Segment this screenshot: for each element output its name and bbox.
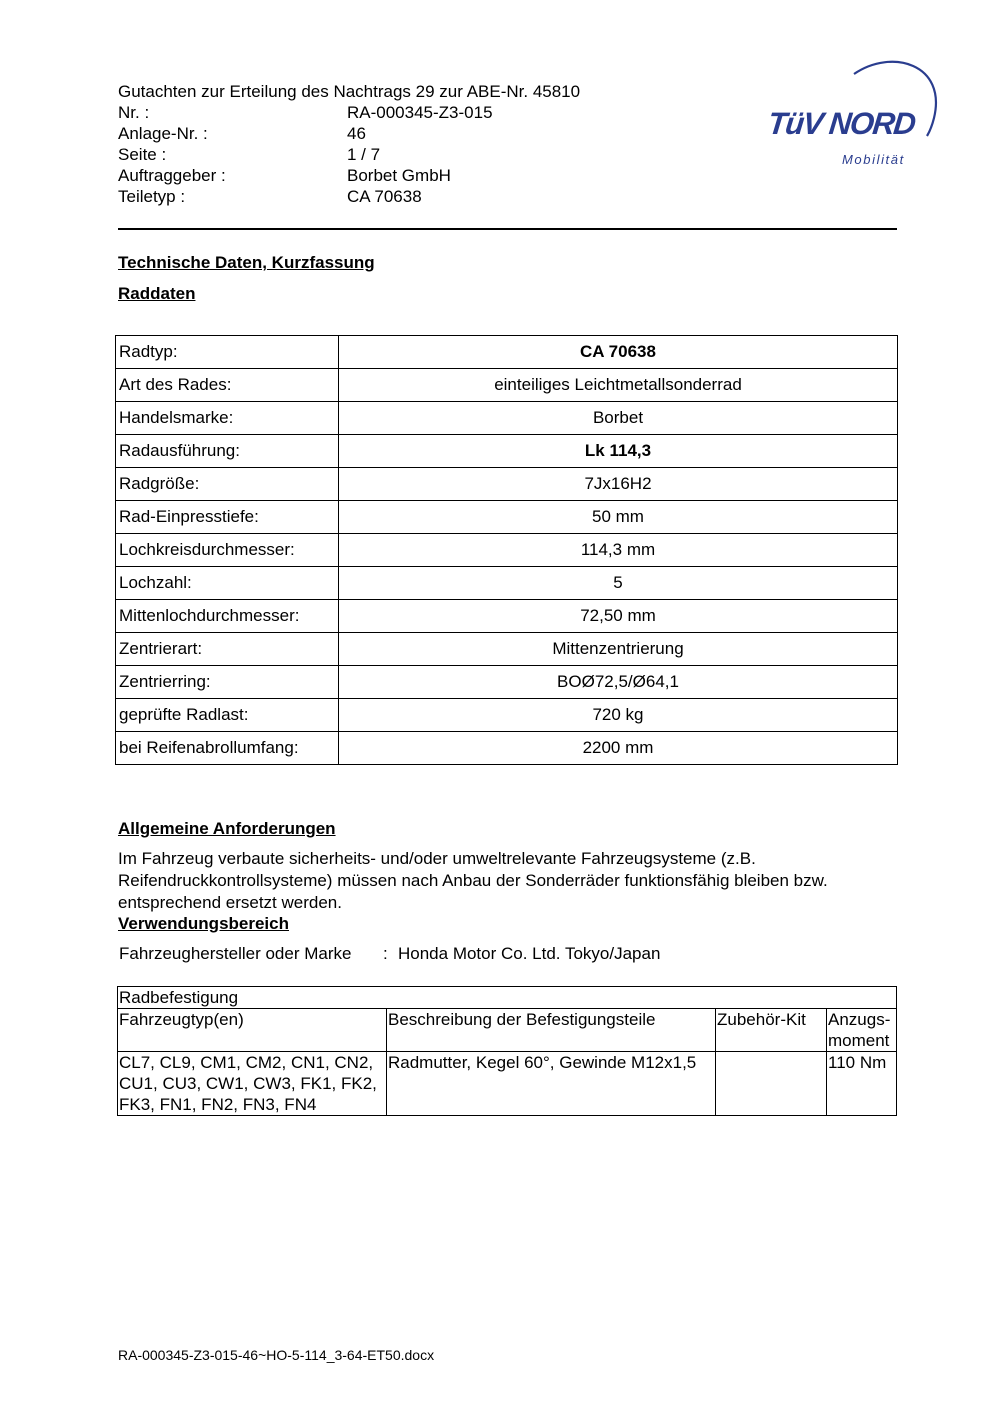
row-label: Lochzahl: bbox=[116, 567, 339, 600]
table-cell: Radmutter, Kegel 60°, Gewinde M12x1,5 bbox=[387, 1052, 716, 1116]
footer-filename: RA-000345-Z3-015-46~HO-5-114_3-64-ET50.docx bbox=[118, 1347, 435, 1363]
row-value: einteiliges Leichtmetallsonderrad bbox=[339, 369, 898, 402]
header-label: Auftraggeber : bbox=[118, 166, 226, 185]
header-label: Anlage-Nr. : bbox=[118, 124, 208, 143]
header-value: 46 bbox=[347, 124, 366, 143]
table-row bbox=[116, 369, 898, 402]
header-value: RA-000345-Z3-015 bbox=[347, 103, 493, 122]
table-row bbox=[116, 666, 898, 699]
logo-subtitle: Mobilität bbox=[842, 152, 905, 167]
header-field-seite bbox=[118, 144, 638, 165]
row-label: Radausführung: bbox=[116, 435, 339, 468]
row-label: Radtyp: bbox=[116, 336, 339, 369]
section-title-verwendungsbereich: Verwendungsbereich bbox=[118, 914, 289, 933]
column-header: Beschreibung der Befestigungsteile bbox=[387, 1009, 716, 1052]
logo-wordmark: TüV NORD bbox=[766, 106, 917, 141]
header-field-nr bbox=[118, 102, 638, 123]
section-title-allgemeine-anforderungen: Allgemeine Anforderungen bbox=[118, 819, 336, 838]
wheel-data-table bbox=[115, 335, 898, 765]
row-label: Art des Rades: bbox=[116, 369, 339, 402]
table-row bbox=[116, 699, 898, 732]
row-label: Radgröße: bbox=[116, 468, 339, 501]
tuv-nord-logo bbox=[762, 56, 942, 176]
header-label: Nr. : bbox=[118, 103, 150, 122]
table-row bbox=[116, 468, 898, 501]
table-row bbox=[116, 534, 898, 567]
header-field-auftraggeber bbox=[118, 165, 638, 186]
table-caption-row bbox=[118, 987, 897, 1009]
row-label: Zentrierring: bbox=[116, 666, 339, 699]
row-value: 7Jx16H2 bbox=[339, 468, 898, 501]
header-label: Teiletyp : bbox=[118, 187, 186, 206]
table-cell bbox=[716, 1052, 827, 1116]
manufacturer-value: Honda Motor Co. Ltd. Tokyo/Japan bbox=[398, 944, 661, 963]
row-label: bei Reifenabrollumfang: bbox=[116, 732, 339, 765]
column-header: Anzugs- moment bbox=[827, 1009, 897, 1052]
table-cell: CL7, CL9, CM1, CM2, CN1, CN2, CU1, CU3, CW1, CW3, FK1, FK2, FK3, FN1, FN2, FN3, FN4 bbox=[118, 1052, 387, 1116]
row-value: Borbet bbox=[339, 402, 898, 435]
section-subtitle-raddaten: Raddaten bbox=[118, 284, 196, 303]
row-value: 114,3 mm bbox=[339, 534, 898, 567]
manufacturer-label: Fahrzeughersteller oder Marke bbox=[119, 944, 352, 963]
report-title: Gutachten zur Erteilung des Nachtrags 29 zur ABE-Nr. 45810 bbox=[118, 82, 581, 101]
table-row bbox=[116, 336, 898, 369]
table-row bbox=[118, 1052, 897, 1116]
mounting-caption: Radbefestigung bbox=[118, 987, 897, 1009]
row-value: 5 bbox=[339, 567, 898, 600]
header-divider bbox=[118, 228, 897, 230]
header-value: 1 / 7 bbox=[347, 145, 381, 164]
table-row bbox=[116, 402, 898, 435]
header-value: CA 70638 bbox=[347, 187, 422, 206]
row-label: geprüfte Radlast: bbox=[116, 699, 339, 732]
header-field-teiletyp bbox=[118, 186, 638, 207]
row-value: 2200 mm bbox=[339, 732, 898, 765]
row-label: Rad-Einpresstiefe: bbox=[116, 501, 339, 534]
row-value: 50 mm bbox=[339, 501, 898, 534]
table-cell: 110 Nm bbox=[827, 1052, 897, 1116]
column-header: Zubehör-Kit bbox=[716, 1009, 827, 1052]
row-value: Mittenzentrierung bbox=[339, 633, 898, 666]
table-header-row bbox=[118, 1009, 897, 1052]
column-header: Fahrzeugtyp(en) bbox=[118, 1009, 387, 1052]
table-row bbox=[116, 501, 898, 534]
header-field-anlage bbox=[118, 123, 638, 144]
table-row bbox=[116, 567, 898, 600]
table-row bbox=[116, 732, 898, 765]
header-value: Borbet GmbH bbox=[347, 166, 451, 185]
row-value: 72,50 mm bbox=[339, 600, 898, 633]
row-value: CA 70638 bbox=[339, 336, 898, 369]
header-label: Seite : bbox=[118, 145, 167, 164]
row-value: BOØ72,5/Ø64,1 bbox=[339, 666, 898, 699]
table-row bbox=[116, 633, 898, 666]
row-label: Handelsmarke: bbox=[116, 402, 339, 435]
manufacturer-separator: : bbox=[383, 944, 388, 963]
row-value: Lk 114,3 bbox=[339, 435, 898, 468]
mounting-table bbox=[117, 986, 897, 1116]
row-label: Zentrierart: bbox=[116, 633, 339, 666]
table-row bbox=[116, 435, 898, 468]
row-label: Mittenlochdurchmesser: bbox=[116, 600, 339, 633]
section-title-technische-daten: Technische Daten, Kurzfassung bbox=[118, 253, 375, 272]
requirements-paragraph: Im Fahrzeug verbaute sicherheits- und/oder umweltrelevante Fahrzeugsysteme (z.B. Reifendruckkontrollsysteme) müssen nach Anbau der Sonderräder funktionsfähig bleiben bzw. entsprechend ersetzt werden. bbox=[118, 849, 828, 912]
row-label: Lochkreisdurchmesser: bbox=[116, 534, 339, 567]
table-row bbox=[116, 600, 898, 633]
row-value: 720 kg bbox=[339, 699, 898, 732]
